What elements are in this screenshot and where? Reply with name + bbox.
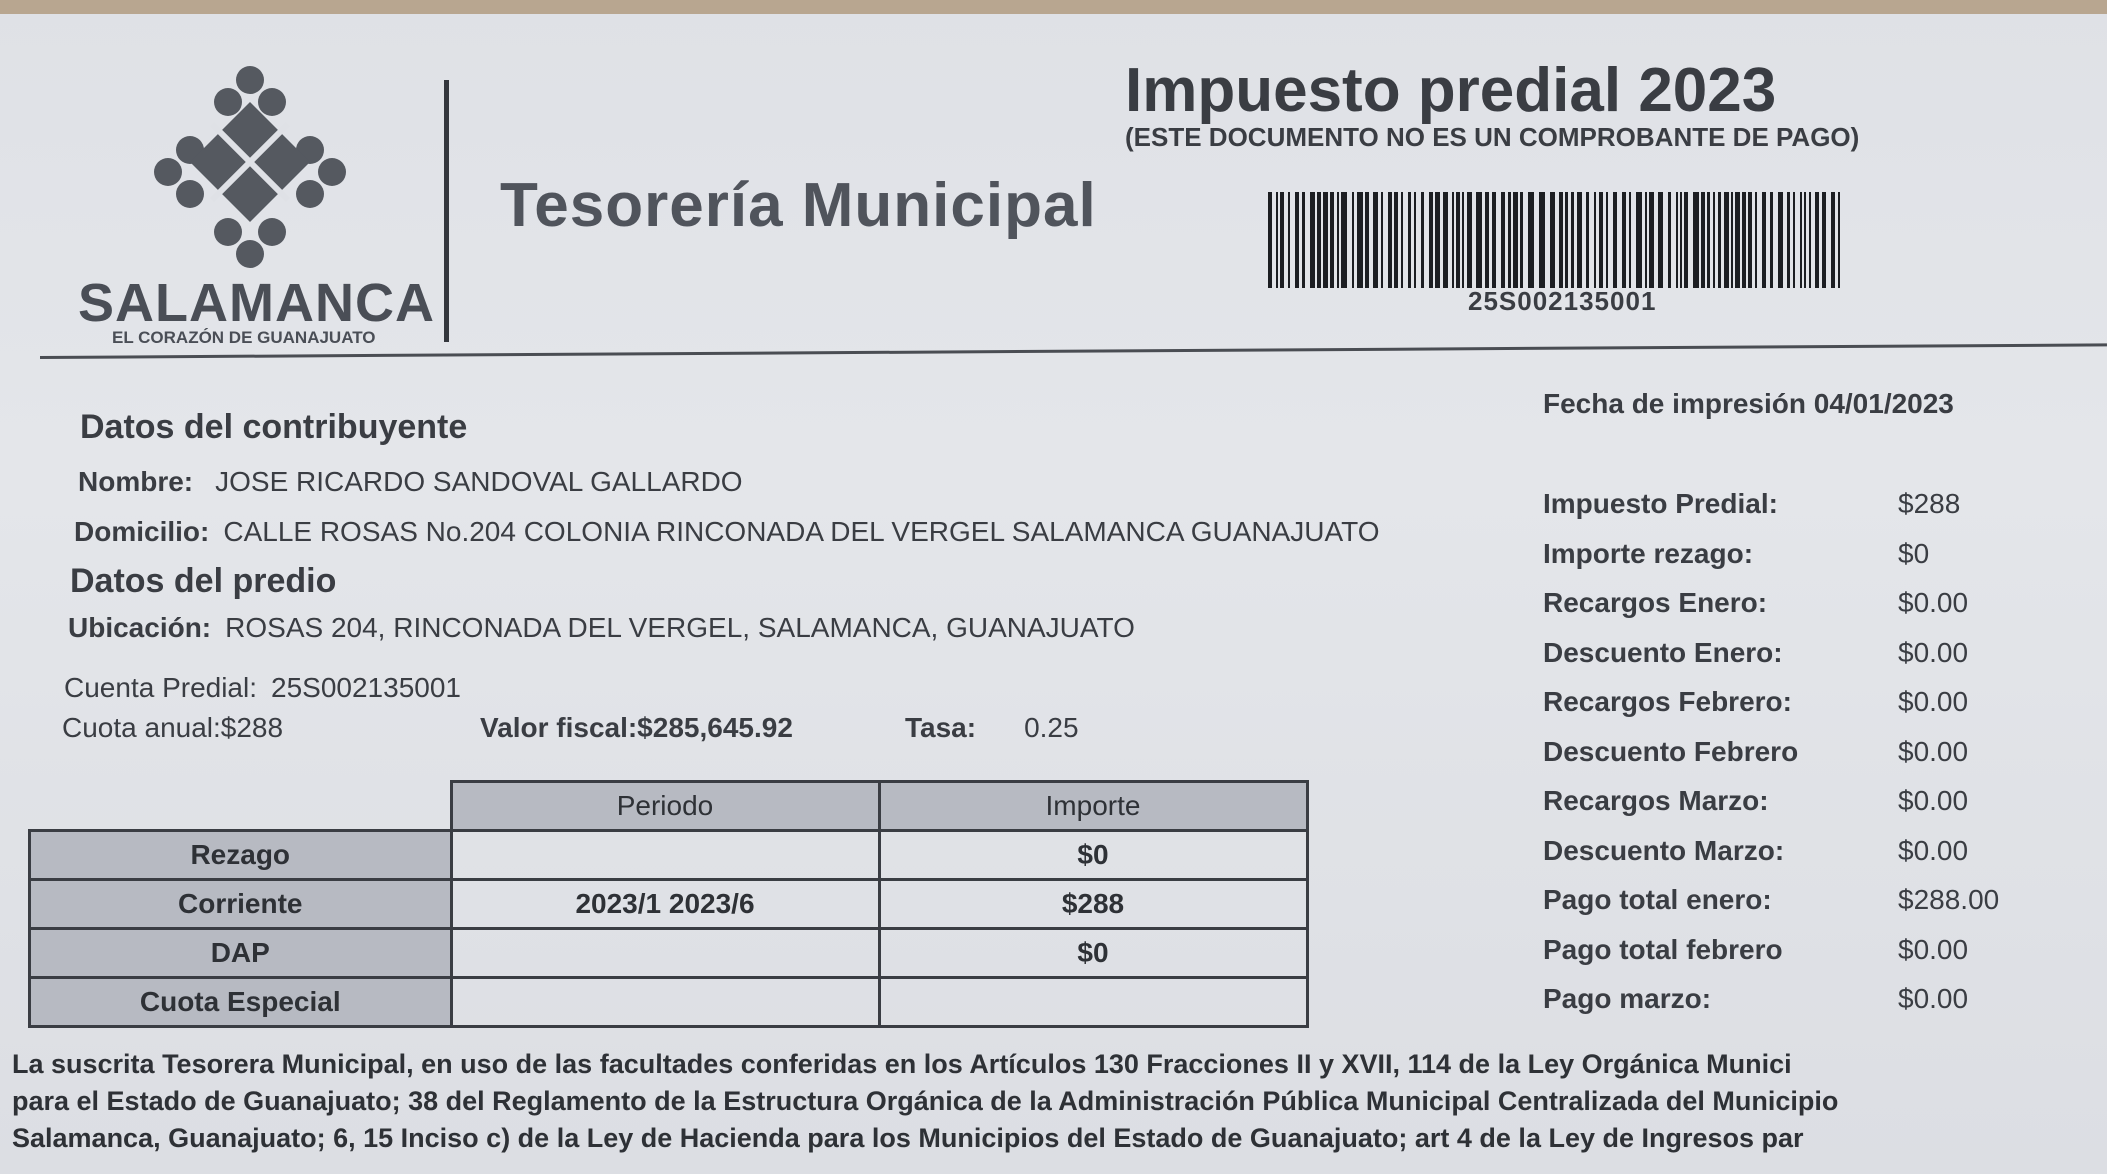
location-label: Ubicación: (68, 612, 212, 643)
row-amount: $0 (879, 831, 1307, 880)
table-header-empty (30, 782, 452, 831)
taxpayer-address-row (74, 516, 1380, 548)
row-period (451, 929, 879, 978)
summary-label: Descuento Febrero (1543, 735, 1799, 767)
summary-item (1543, 736, 2103, 786)
summary-label: Pago marzo: (1543, 983, 1712, 1014)
taxpayer-name-row (78, 466, 743, 498)
summary-item (1543, 983, 2103, 1033)
summary-item (1543, 835, 2103, 885)
account-value: 25S002135001 (271, 672, 461, 703)
row-period (451, 831, 879, 880)
print-date: Fecha de impresión 04/01/2023 (1543, 388, 1954, 419)
row-amount (879, 978, 1307, 1027)
rate-label: Tasa: (905, 712, 977, 743)
payment-summary (1543, 488, 2103, 1033)
summary-label: Recargos Febrero: (1543, 686, 1792, 717)
summary-item (1543, 785, 2103, 835)
address-value: CALLE ROSAS No.204 COLONIA RINCONADA DEL VERGEL SALAMANCA GUANAJUATO (223, 516, 1380, 547)
property-location-row (68, 612, 1135, 644)
legal-line: La suscrita Tesorera Municipal, en uso de las facultades conferidas en los Artículos 130 Fracciones II y XVII, 114 de la Ley Orgánica Munici (12, 1049, 1792, 1079)
summary-value: $0.00 (1898, 834, 1969, 866)
header-divider (444, 80, 449, 342)
summary-label: Recargos Marzo: (1543, 785, 1769, 816)
row-period: 2023/1 2023/6 (451, 880, 879, 929)
legal-line: Salamanca, Guanajuato; 6, 15 Inciso c) de la Ley de Hacienda para los Municipios del Estado de Guanajuato; art 4 de la Ley de Ingresos par (12, 1123, 1804, 1153)
legal-text (12, 1046, 2107, 1157)
summary-label: Recargos Enero: (1543, 587, 1768, 618)
account-label: Cuenta Predial: (64, 672, 258, 703)
summary-item (1543, 587, 2103, 637)
summary-value: $288 (1898, 488, 1961, 519)
summary-value: $0.00 (1898, 983, 1969, 1014)
summary-item (1543, 637, 2103, 687)
table-row (30, 978, 1308, 1027)
brand-name: SALAMANCA (78, 273, 435, 333)
name-value: JOSE RICARDO SANDOVAL GALLARDO (215, 466, 743, 497)
summary-value: $0.00 (1898, 636, 1969, 668)
summary-label: Descuento Marzo: (1543, 834, 1785, 866)
document-note: (ESTE DOCUMENTO NO ES UN COMPROBANTE DE PAGO) (1125, 122, 1860, 152)
column-header-importe: Importe (879, 782, 1307, 831)
table-row (30, 831, 1308, 880)
summary-value: $0.00 (1898, 735, 1969, 767)
table-header-row (30, 782, 1308, 831)
row-concept: Cuota Especial (30, 978, 452, 1027)
table-row (30, 880, 1308, 929)
rate-value: 0.25 (1024, 712, 1079, 743)
name-label: Nombre: (78, 466, 194, 497)
barcode-number: 25S002135001 (1468, 286, 1657, 316)
legal-line: para el Estado de Guanajuato; 38 del Reglamento de la Estructura Orgánica de la Administración Pública Municipal Centralizada del Municipio (12, 1086, 1839, 1116)
fiscal-value: Valor fiscal:$285,645.92 (480, 712, 793, 743)
summary-item (1543, 538, 2103, 588)
row-concept: Rezago (30, 831, 452, 880)
summary-label: Impuesto Predial: (1543, 488, 1778, 519)
row-period (451, 978, 879, 1027)
address-label: Domicilio: (74, 516, 210, 547)
salamanca-logo-icon (150, 62, 350, 272)
barcode-icon (1268, 192, 1848, 288)
row-concept: Corriente (30, 880, 452, 929)
document-title: Impuesto predial 2023 (1125, 56, 1777, 125)
summary-value: $288.00 (1898, 884, 2000, 915)
period-table (28, 780, 1309, 1028)
summary-item (1543, 488, 2103, 538)
brand-tagline: EL CORAZÓN DE GUANAJUATO (112, 328, 376, 347)
summary-label: Pago total enero: (1543, 884, 1772, 915)
row-amount: $0 (879, 929, 1307, 978)
row-concept: DAP (30, 929, 452, 978)
property-section-title: Datos del predio (70, 562, 337, 600)
table-row (30, 929, 1308, 978)
location-value: ROSAS 204, RINCONADA DEL VERGEL, SALAMANCA, GUANAJUATO (225, 612, 1135, 643)
department-name: Tesorería Municipal (500, 171, 1097, 240)
summary-value: $0 (1898, 537, 1930, 569)
summary-item (1543, 884, 2103, 934)
row-amount: $288 (879, 880, 1307, 929)
column-header-periodo: Periodo (451, 782, 879, 831)
table-surface-edge (0, 0, 2107, 14)
summary-value: $0.00 (1898, 587, 1969, 618)
summary-value: $0.00 (1898, 933, 1969, 965)
summary-value: $0.00 (1898, 785, 1969, 816)
summary-value: $0.00 (1898, 686, 1969, 717)
summary-label: Importe rezago: (1543, 537, 1754, 569)
summary-item (1543, 934, 2103, 984)
annual-fee: Cuota anual:$288 (62, 712, 284, 743)
summary-label: Pago total febrero (1543, 933, 1783, 965)
rate-row (905, 712, 1079, 744)
summary-item (1543, 686, 2103, 736)
property-account-row (64, 672, 461, 704)
taxpayer-section-title: Datos del contribuyente (80, 408, 468, 446)
summary-label: Descuento Enero: (1543, 636, 1783, 668)
